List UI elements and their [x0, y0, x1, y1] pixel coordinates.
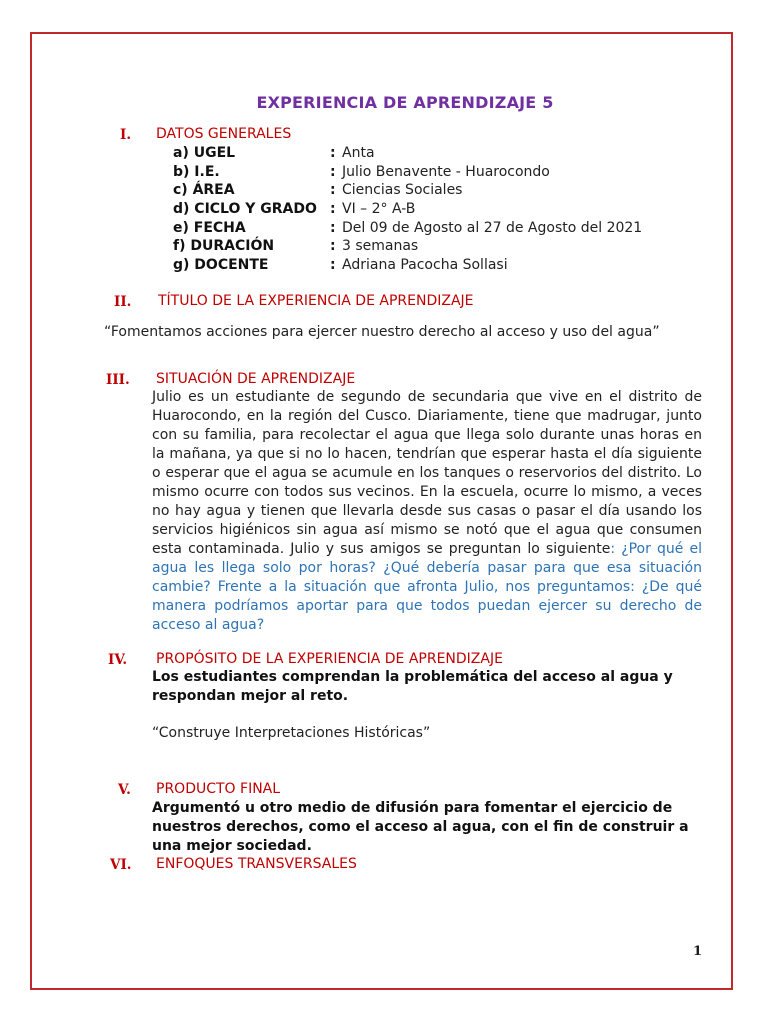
section-5-title: PRODUCTO FINAL [156, 781, 281, 797]
situation-questions: ¿Por qué el agua les llega solo por horas? ¿Qué debería pasar para que esa situación cambie? Frente a la situación que afronta Julio, nos preguntamos: ¿De qué manera podríamos aportar para que todos puedan ejercer su derecho de acceso al agua? [152, 541, 702, 633]
datos-colon: : [330, 163, 336, 180]
datos-row [173, 200, 642, 219]
datos-row [173, 163, 642, 182]
section-2-number: II. [114, 294, 132, 310]
datos-label: b) I.E. [173, 163, 220, 180]
datos-label: g) DOCENTE [173, 256, 269, 273]
datos-row [173, 144, 642, 163]
datos-generales-list [173, 144, 642, 274]
section-6-title: ENFOQUES TRANSVERSALES [156, 856, 357, 872]
section-1-title: DATOS GENERALES [156, 126, 292, 142]
datos-value: Ciencias Sociales [342, 182, 463, 199]
situation-paragraph [152, 388, 702, 635]
datos-row [173, 237, 642, 256]
section-3-number: III. [106, 372, 130, 388]
datos-label: e) FECHA [173, 219, 246, 236]
datos-label: c) ÁREA [173, 182, 235, 199]
datos-label: a) UGEL [173, 145, 236, 162]
final-product-text: Argumentó u otro medio de difusión para fomentar el ejercicio de nuestros derechos, como el acceso al agua, con el fin de construir a una mejor sociedad. [152, 800, 689, 854]
purpose-text: Los estudiantes comprendan la problemática del acceso al agua y respondan mejor al reto. [152, 669, 673, 704]
datos-row [173, 256, 642, 275]
datos-colon: : [330, 238, 336, 255]
datos-value: Adriana Pacocha Sollasi [342, 256, 508, 273]
experience-title-text: “Fomentamos acciones para ejercer nuestro derecho al acceso y uso del agua” [104, 324, 660, 340]
datos-colon: : [330, 256, 336, 273]
situation-text: Julio es un estudiante de segundo de secundaria que vive en el distrito de Huarocondo, en la región del Cusco. Diariamente, tiene que madrugar, junto con su familia, para recolectar el agua que llega solo durante unas horas en la mañana, ya que si no lo hacen, tendrían que esperar hasta el día siguiente o esperar que el agua se acumule en los tanques o reservorios del distrito. Lo mismo ocurre con todos sus vecinos. En la escuela, ocurre lo mismo, a veces no hay agua y tienen que llevarla desde sus casas o pasar el día usando los servicios higiénicos sin agua así mismo se notó que el agua que consumen esta contaminada. Julio y sus amigos se preguntan lo siguiente [152, 389, 702, 557]
datos-value: Del 09 de Agosto al 27 de Agosto del 2021 [342, 219, 643, 236]
datos-value: Julio Benavente - Huarocondo [342, 163, 550, 180]
competency-text: “Construye Interpretaciones Históricas” [152, 725, 431, 741]
section-2-title: TÍTULO DE LA EXPERIENCIA DE APRENDIZAJE [158, 293, 474, 309]
section-4-title: PROPÓSITO DE LA EXPERIENCIA DE APRENDIZAJE [156, 651, 503, 667]
datos-colon: : [330, 219, 336, 236]
section-6-number: VI. [110, 857, 132, 873]
page-number: 1 [693, 944, 703, 959]
datos-label: f) DURACIÓN [173, 238, 275, 255]
datos-label: d) CICLO Y GRADO [173, 201, 317, 218]
section-5-number: V. [118, 782, 131, 798]
section-4-number: IV. [108, 652, 128, 668]
datos-colon: : [330, 201, 336, 218]
situation-colon: : [610, 541, 622, 557]
datos-row [173, 218, 642, 237]
datos-colon: : [330, 145, 336, 162]
section-1-number: I. [120, 127, 132, 143]
datos-value: VI – 2° A-B [342, 201, 416, 218]
section-3-title: SITUACIÓN DE APRENDIZAJE [156, 371, 356, 387]
document-title: EXPERIENCIA DE APRENDIZAJE 5 [256, 93, 554, 112]
datos-value: 3 semanas [342, 238, 419, 255]
datos-colon: : [330, 182, 336, 199]
datos-row [173, 181, 642, 200]
datos-value: Anta [342, 145, 375, 162]
